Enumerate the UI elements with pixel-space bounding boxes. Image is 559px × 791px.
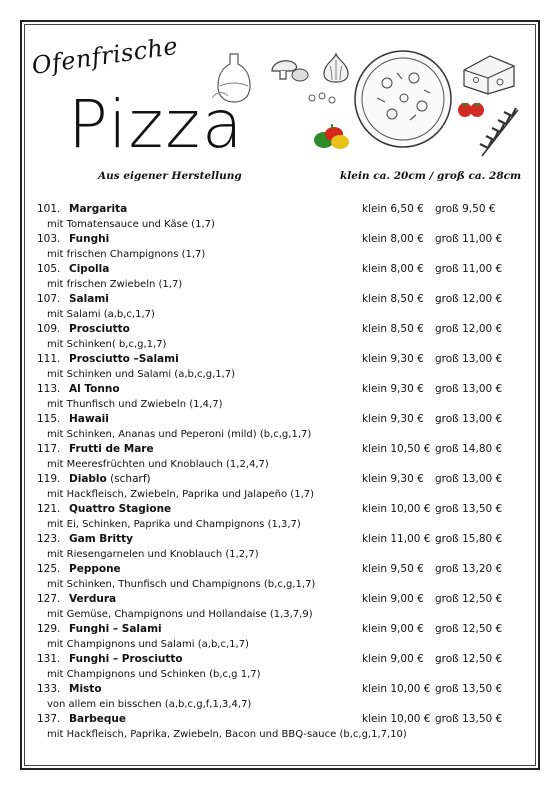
menu-item-name: Cipolla (69, 263, 110, 275)
menu-item-header (37, 712, 126, 727)
menu-item-description: mit frischen Champignons (1,7) (47, 249, 206, 260)
price-small: klein 11,00 € (362, 533, 431, 545)
price-large: groß 12,50 € (435, 623, 503, 635)
menu-item-header (37, 532, 133, 547)
menu-item (37, 382, 517, 412)
price-large: groß 13,50 € (435, 503, 503, 515)
menu-item-number: 113. (37, 383, 61, 395)
title-pizza: Pizza (68, 86, 245, 163)
price-large: groß 9,50 € (435, 203, 496, 215)
menu-item (37, 652, 517, 682)
menu-item-number: 111. (37, 353, 61, 365)
price-small: klein 10,00 € (362, 683, 431, 695)
menu-item (37, 472, 517, 502)
menu-item-number: 121. (37, 503, 61, 515)
menu-item-number: 129. (37, 623, 61, 635)
menu-item-name: Barbeque (69, 713, 127, 725)
menu-item-header (37, 412, 109, 427)
menu-item-header (37, 682, 102, 697)
price-small: klein 9,30 € (362, 353, 424, 365)
price-large: groß 12,50 € (435, 653, 503, 665)
price-small: klein 8,00 € (362, 233, 424, 245)
menu-item-header (37, 202, 127, 217)
menu-item-header (37, 262, 109, 277)
menu-item-description: mit Thunfisch und Zwiebeln (1,4,7) (47, 399, 223, 410)
price-small: klein 10,50 € (362, 443, 431, 455)
price-large: groß 13,00 € (435, 473, 503, 485)
menu-item (37, 412, 517, 442)
price-large: groß 13,20 € (435, 563, 503, 575)
menu-item-header (37, 292, 109, 307)
menu-item-note: (scharf) (106, 473, 151, 485)
menu-item-name: Quattro Stagione (69, 503, 172, 515)
menu-item (37, 622, 517, 652)
menu-item-number: 131. (37, 653, 61, 665)
menu-item (37, 202, 517, 232)
menu-item-name: Frutti de Mare (69, 443, 154, 455)
menu-item-number: 127. (37, 593, 61, 605)
menu-item (37, 232, 517, 262)
menu-item-header (37, 502, 171, 517)
menu-item-name: Prosciutto (69, 323, 130, 335)
price-small: klein 8,50 € (362, 323, 424, 335)
oil-bottle-icon (210, 50, 258, 106)
garlic-icon (318, 50, 354, 86)
menu-item-description: mit Meeresfrüchten und Knoblauch (1,2,4,7) (47, 459, 269, 470)
menu-item-number: 117. (37, 443, 61, 455)
menu-item-number: 137. (37, 713, 61, 725)
price-large: groß 13,50 € (435, 683, 503, 695)
menu-item-description: mit Schinken, Thunfisch und Champignons (b,c,g,1,7) (47, 579, 316, 590)
price-large: groß 12,00 € (435, 293, 503, 305)
menu-item-name: Funghi – Salami (69, 623, 162, 635)
menu-item-header (37, 382, 120, 397)
price-small: klein 9,30 € (362, 413, 424, 425)
menu-item-number: 105. (37, 263, 61, 275)
menu-item-header (37, 592, 116, 607)
menu-item (37, 262, 517, 292)
menu-item-header (37, 322, 130, 337)
menu-item-description: mit Tomatensauce und Käse (1,7) (47, 219, 215, 230)
price-large: groß 12,50 € (435, 593, 503, 605)
menu-item-name: Hawaii (69, 413, 109, 425)
menu-item-description: mit Hackfleisch, Paprika, Zwiebeln, Bacon und BBQ-sauce (b,c,g,1,7,10) (47, 729, 407, 740)
pepper-icon (312, 120, 350, 152)
menu-item (37, 682, 517, 712)
price-small: klein 9,00 € (362, 593, 424, 605)
menu-item-header (37, 472, 151, 487)
pizza-menu-list (37, 202, 517, 742)
price-large: groß 11,00 € (435, 263, 503, 275)
price-small: klein 9,30 € (362, 473, 424, 485)
menu-item-name: Funghi – Prosciutto (69, 653, 183, 665)
menu-item-name: Peppone (69, 563, 121, 575)
menu-item-name: Misto (69, 683, 102, 695)
subtitle-herstellung: Aus eigener Herstellung (98, 170, 242, 182)
price-small: klein 10,00 € (362, 503, 431, 515)
price-large: groß 15,80 € (435, 533, 503, 545)
herbs-icon (478, 104, 524, 158)
pizza-icon (352, 48, 454, 150)
menu-item-name: Funghi (69, 233, 110, 245)
menu-item-name: Verdura (69, 593, 117, 605)
menu-item-name: Diablo (69, 473, 107, 485)
title-ofenfrische: Ofenfrische (30, 31, 180, 80)
price-small: klein 9,00 € (362, 653, 424, 665)
menu-item (37, 562, 517, 592)
menu-item-description: mit frischen Zwiebeln (1,7) (47, 279, 183, 290)
menu-item-number: 119. (37, 473, 61, 485)
menu-item-number: 115. (37, 413, 61, 425)
menu-item (37, 592, 517, 622)
menu-item-name: Salami (69, 293, 109, 305)
price-small: klein 9,00 € (362, 623, 424, 635)
menu-item-header (37, 622, 162, 637)
menu-item-number: 101. (37, 203, 61, 215)
menu-item (37, 712, 517, 742)
price-large: groß 12,00 € (435, 323, 503, 335)
menu-item-description: mit Schinken, Ananas und Peperoni (mild) (b,c,g,1,7) (47, 429, 312, 440)
menu-item-description: mit Schinken( b,c,g,1,7) (47, 339, 167, 350)
menu-item-description: mit Gemüse, Champignons und Hollandaise (1,3,7,9) (47, 609, 313, 620)
menu-item (37, 322, 517, 352)
menu-item-description: von allem ein bisschen (a,b,c,g,f,1,3,4,7) (47, 699, 252, 710)
menu-item (37, 292, 517, 322)
price-small: klein 6,50 € (362, 203, 424, 215)
menu-item (37, 442, 517, 472)
price-small: klein 8,00 € (362, 263, 424, 275)
menu-item-name: Gam Britty (69, 533, 133, 545)
price-small: klein 9,30 € (362, 383, 424, 395)
menu-item-description: mit Riesengarnelen und Knoblauch (1,2,7) (47, 549, 259, 560)
price-large: groß 13,50 € (435, 713, 503, 725)
price-large: groß 13,00 € (435, 383, 503, 395)
menu-item-name: Prosciutto –Salami (69, 353, 179, 365)
menu-item-header (37, 652, 183, 667)
menu-item-header (37, 352, 179, 367)
menu-item-header (37, 232, 109, 247)
price-small: klein 8,50 € (362, 293, 424, 305)
price-large: groß 13,00 € (435, 353, 503, 365)
cheese-icon (460, 52, 518, 96)
size-legend: klein ca. 20cm / groß ca. 28cm (340, 170, 522, 182)
menu-item-header (37, 442, 154, 457)
menu-item-description: mit Schinken und Salami (a,b,c,g,1,7) (47, 369, 236, 380)
menu-item-number: 133. (37, 683, 61, 695)
menu-item-name: Margarita (69, 203, 128, 215)
menu-item-number: 123. (37, 533, 61, 545)
menu-item-number: 109. (37, 323, 61, 335)
menu-item-header (37, 562, 121, 577)
mushroom-icon (268, 55, 310, 85)
menu-item (37, 352, 517, 382)
menu-item-name: Al Tonno (69, 383, 120, 395)
price-large: groß 13,00 € (435, 413, 503, 425)
price-small: klein 9,50 € (362, 563, 424, 575)
price-large: groß 11,00 € (435, 233, 503, 245)
menu-item-description: mit Champignons und Schinken (b,c,g 1,7) (47, 669, 261, 680)
menu-item (37, 502, 517, 532)
menu-item-description: mit Champignons und Salami (a,b,c,1,7) (47, 639, 249, 650)
menu-item-number: 125. (37, 563, 61, 575)
menu-item-description: mit Salami (a,b,c,1,7) (47, 309, 155, 320)
olives-icon (306, 88, 346, 108)
menu-item (37, 532, 517, 562)
menu-item-description: mit Ei, Schinken, Paprika und Champignons (1,3,7) (47, 519, 301, 530)
price-large: groß 14,80 € (435, 443, 503, 455)
menu-item-number: 103. (37, 233, 61, 245)
menu-item-number: 107. (37, 293, 61, 305)
menu-item-description: mit Hackfleisch, Zwiebeln, Paprika und Jalapeño (1,7) (47, 489, 315, 500)
price-small: klein 10,00 € (362, 713, 431, 725)
